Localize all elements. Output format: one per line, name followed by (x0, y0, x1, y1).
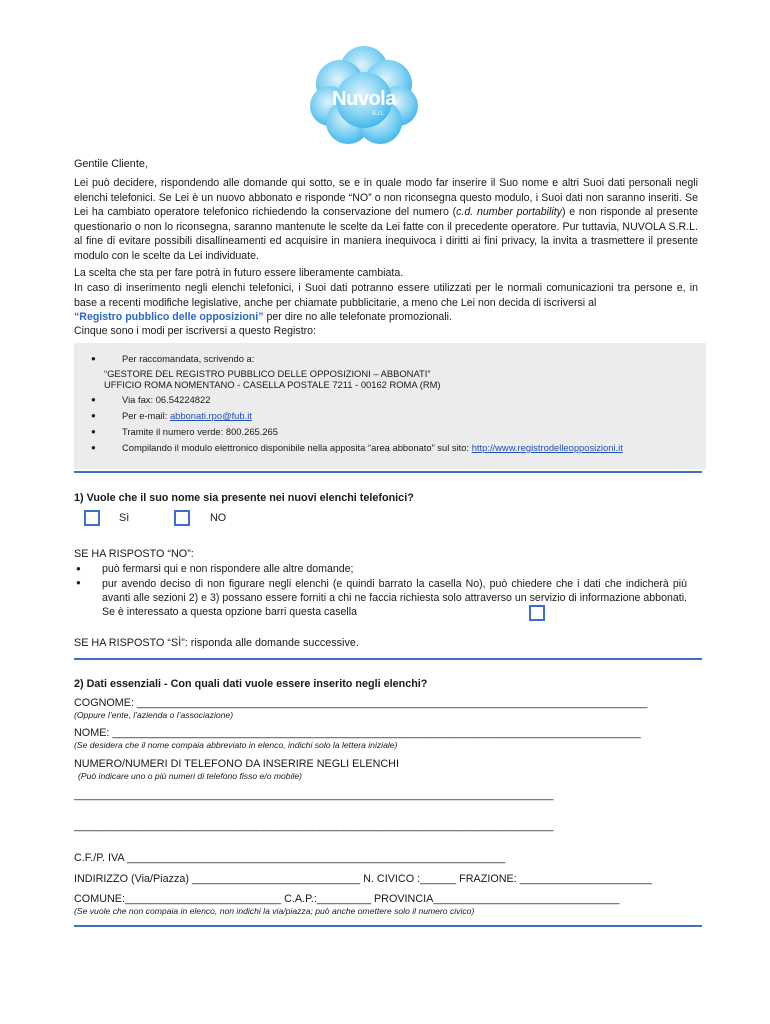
intro-p3-text: In caso di inserimento negli elenchi telefonici, i Suoi dati potranno essere utilizzati per le normali comunicazioni tra persone e, in base a recenti modifiche legislative, anche per chiamate pubblicitarie, a meno che Lei non decida di iscriversi al (74, 282, 698, 309)
intro-p1-text: Lei può decidere, rispondendo alle domande qui sotto, se e in quale modo far inserire il Suo nome e altri Suoi dati personali negli elenchi telefonici. Se Lei è un nuovo abbonato e risponde “NO” o non riconsegna questo modulo, i Suoi dati non saranno inseriti. Se Lei ha cambiato operatore telefonico richiedendo la conservazione del numero ( (74, 177, 698, 219)
registry-address-line-2: UFFICIO ROMA NOMENTANO - CASELLA POSTALE 7211 - 00162 ROMA (RM) (104, 379, 441, 390)
checkbox-no-label: NO (210, 512, 227, 524)
intro-paragraph-3 (74, 281, 698, 325)
registry-web-label: Compilando il modulo elettronico disponibile nella apposita “area abbonato” sul sito: (122, 442, 472, 453)
intro-p1-italic: c.d. number portability (456, 206, 562, 219)
indirizzo-field[interactable]: INDIRIZZO (Via/Piazza) ____________________________ N. CIVICO :______ FRAZIONE: ______________________ (74, 873, 652, 885)
question-2-title: 2) Dati essenziali - Con quali dati vuole essere inserito negli elenchi? (74, 678, 428, 690)
registry-item-phone: Tramite il numero verde: 800.265.265 (122, 426, 278, 437)
registry-item-email (122, 410, 252, 422)
phone-number-line-2[interactable]: ____________________________________________________________________________________ (74, 820, 554, 832)
intro-paragraph-1 (74, 176, 698, 264)
intro-paragraph-4: Cinque sono i modi per iscriversi a questo Registro: (74, 325, 317, 337)
intro-p1-end: ) e non risponde al presente questionario o non lo riconsegna, saranno mantenute le scelte da Lei fatte con il precedente operatore. Pur tuttavia, NUVOLA S.R.L. al fine di evitare possibili disallineamenti ed acquisire in maniera inequivoca i diritti ai fini privacy, la invita a trasmettere il presente modulo con le scelte da Lei individuate. (74, 206, 698, 262)
comune-field[interactable]: COMUNE:__________________________ C.A.P.:_________ PROVINCIA_______________________________ (74, 893, 620, 905)
bullet-icon: ● (91, 443, 96, 452)
if-no-option-1: può fermarsi qui e non rispondere alle altre domande; (102, 563, 354, 575)
section-divider (74, 471, 702, 473)
registry-address-line-1: “GESTORE DEL REGISTRO PUBBLICO DELLE OPPOSIZIONI – ABBONATI” (104, 368, 431, 379)
logo-name: Nuvola (332, 88, 396, 110)
bullet-icon: ● (76, 578, 81, 587)
bullet-icon: ● (76, 564, 81, 573)
checkbox-yes[interactable] (84, 510, 100, 526)
bullet-icon: ● (91, 427, 96, 436)
registry-item-mail: Per raccomandata, scrivendo a: (122, 353, 255, 364)
if-no-heading: SE HA RISPOSTO “NO”: (74, 548, 194, 560)
bullet-icon: ● (91, 395, 96, 404)
section-divider (74, 658, 702, 660)
nome-hint: (Se desidera che il nome compaia abbreviato in elenco, indichi solo la lettera iniziale) (74, 740, 398, 750)
bullet-icon: ● (91, 411, 96, 420)
registry-email-label: Per e-mail: (122, 410, 170, 421)
cognome-field[interactable]: COGNOME: _____________________________________________________________________________________ (74, 697, 648, 709)
registro-opposizioni-link[interactable]: “Registro pubblico delle opposizioni” (74, 311, 264, 324)
question-1-title: 1) Vuole che il suo nome sia presente nei nuovi elenchi telefonici? (74, 492, 414, 504)
phone-numbers-label: NUMERO/NUMERI DI TELEFONO DA INSERIRE NEGLI ELENCHI (74, 758, 399, 770)
logo-suffix: S.r.l. (372, 111, 385, 117)
section-divider (74, 925, 702, 927)
checkbox-yes-label: Sì (119, 512, 130, 524)
intro-paragraph-2: La scelta che sta per fare potrà in futuro essere liberamente cambiata. (74, 267, 404, 279)
registry-email-link[interactable]: abbonati.rpo@fub.it (169, 410, 252, 421)
registry-item-web (122, 442, 623, 454)
phone-numbers-hint: (Può indicare uno o più numeri di telefono fisso e/o mobile) (78, 771, 303, 781)
if-no-option-2: pur avendo deciso di non figurare negli elenchi (e quindi barrato la casella No), può chiedere che i dati che indicherà più avanti alle sezioni 2) e 3) possano essere forniti a chi ne faccia richiesta solo attraverso un servizio di informazione abbonati. Se è interessato a questa opzione barri questa casella (102, 578, 687, 619)
bullet-icon: ● (91, 354, 96, 363)
greeting: Gentile Cliente, (74, 158, 148, 170)
checkbox-no[interactable] (174, 510, 190, 526)
registry-web-link[interactable]: http://www.registrodelleopposizioni.it (471, 442, 623, 453)
intro-p3-end: per dire no alle telefonate promozionali. (263, 311, 452, 324)
cf-piva-field[interactable]: C.F./P. IVA _______________________________________________________________ (74, 852, 506, 864)
company-logo (300, 40, 428, 152)
registry-item-fax: Via fax: 06.54224822 (122, 394, 211, 405)
comune-hint: (Se vuole che non compaia in elenco, non indichi la via/piazza; può anche omettere solo il numero civico) (74, 906, 475, 916)
if-yes-heading: SE HA RISPOSTO “SÌ”: risponda alle domande successive. (74, 637, 359, 649)
cognome-hint: (Oppure l’ente, l’azienda o l’associazione) (74, 710, 234, 720)
nome-field[interactable]: NOME: ________________________________________________________________________________________ (74, 727, 641, 739)
checkbox-info-service[interactable] (529, 605, 545, 621)
phone-number-line-1[interactable]: ____________________________________________________________________________________ (74, 789, 554, 801)
